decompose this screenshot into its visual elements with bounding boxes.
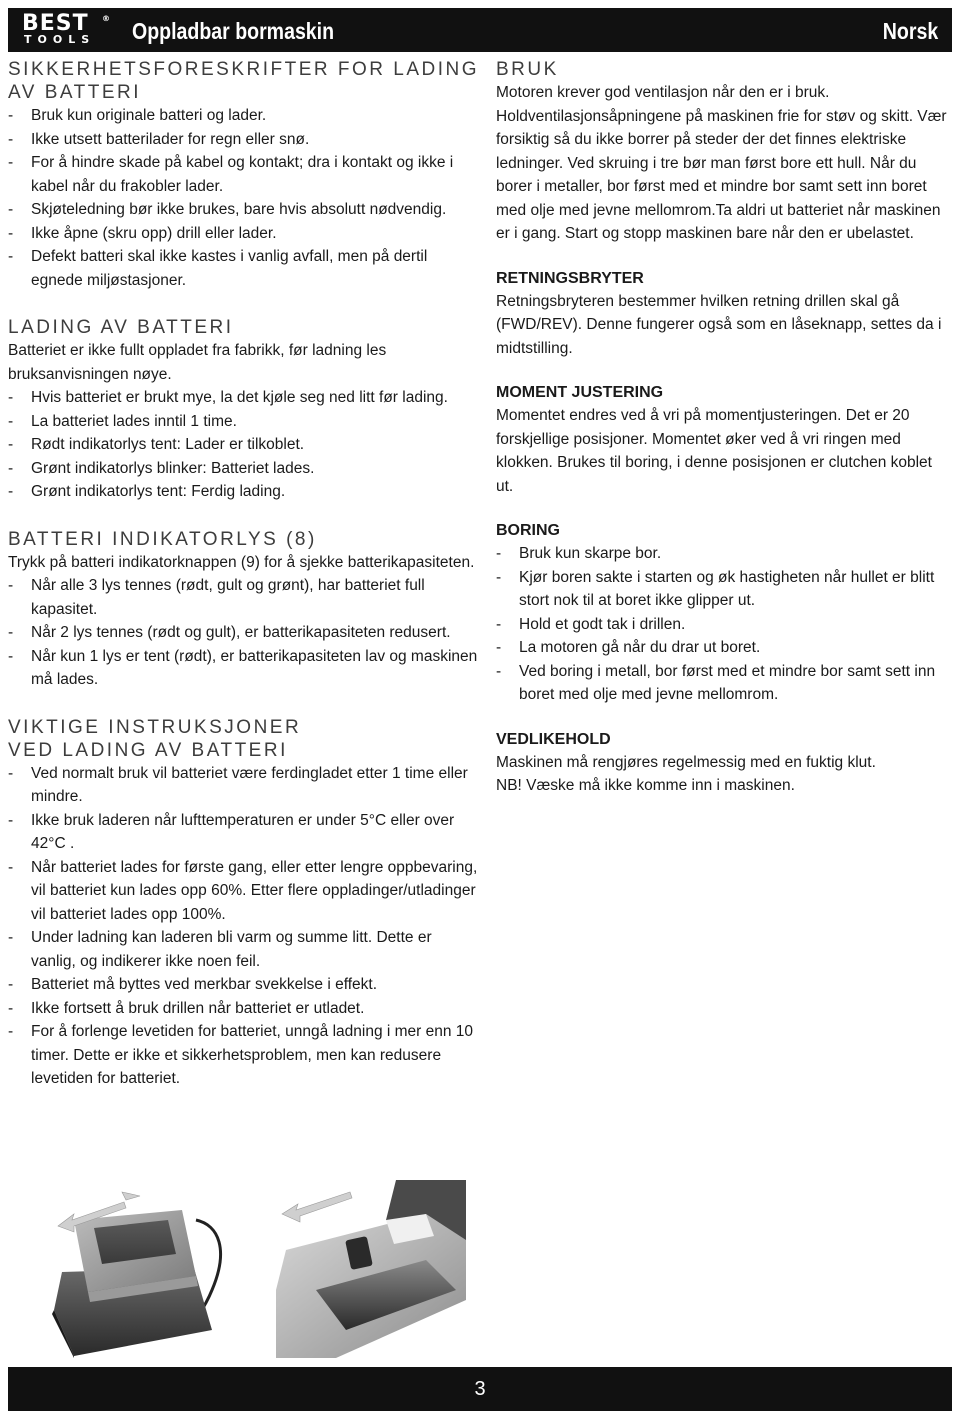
list-item: - Når batteriet lades for første gang, eller etter lengre oppbevaring, vil batteriet kun lades opp 60%. Etter flere oppladinger/utladinger vil batteriet lades opp 100%. — [8, 858, 478, 923]
list-item: - Ved normalt bruk vil batteriet være ferdingladet etter 1 time eller mindre. — [8, 764, 468, 805]
list-item: - For å forlenge levetiden for batteriet, unngå ladning i mer enn 10 timer. Dette er ikke et sikkerhetsproblem, men kan redusere levetiden for batteriet. — [8, 1023, 474, 1087]
list-item: - Defekt batteri skal ikke kastes i vanlig avfall, men på dertil egnede miljøstasjoner. — [8, 248, 428, 289]
list-item: - For å hindre skade på kabel og kontakt; dra i kontakt og ikke i kabel når du frakobler lader. — [8, 154, 454, 195]
indicator-title: BATTERI INDIKATORLYS (8) — [8, 528, 317, 550]
torque-text: Momentet endres ved å vri på momentjusteringen. Det er 20 forskjellige posisjoner. Momentet øker ved å vri ringen med klokken. Brukes til boring, i denne posisjonen er clutchen koblet ut. — [496, 407, 932, 495]
language-label: Norsk — [882, 18, 938, 44]
header-bar — [8, 8, 952, 52]
direction-text: Retningsbryteren bestemmer hvilken retning drillen skal gå (FWD/REV). Denne fungerer også som en låseknapp, settes da i midtstilling. — [496, 292, 942, 357]
logo-trademark: ® — [102, 14, 110, 23]
slide-arrow-icon — [282, 1192, 352, 1222]
drill-battery-photo — [276, 1180, 466, 1358]
list-item: - Hold et godt tak i drillen. — [496, 615, 686, 633]
list-item: - Ikke utsett batterilader for regn eller snø. — [8, 130, 310, 148]
important-title: VIKTIGE INSTRUKSJONER VED LADING AV BATTERI — [8, 716, 302, 761]
safety-list — [8, 104, 480, 292]
left-column — [8, 58, 480, 1091]
page-number: 3 — [474, 1378, 486, 1400]
list-item: - Grønt indikatorlys blinker: Batteriet lades. — [8, 459, 315, 477]
list-item: - La batteriet lades inntil 1 time. — [8, 412, 237, 430]
usage-title: BRUK — [496, 59, 559, 80]
list-item: - Bruk kun skarpe bor. — [496, 545, 662, 562]
list-item: - Kjør boren sakte i starten og øk hastigheten når hullet er blitt stort nok til at boret ikke glipper ut. — [496, 568, 935, 609]
list-item: - Når kun 1 lys er tent (rødt), er batterikapasiteten lav og maskinen må lades. — [8, 647, 478, 688]
list-item: - Ved boring i metall, bor først med et mindre bor samt sett inn boret med olje med jevne mellomrom. — [496, 662, 936, 703]
list-item: - Ikke bruk laderen når lufttemperaturen er under 5°C eller over 42°C . — [8, 811, 455, 852]
safety-title: SIKKERHETSFORESKRIFTER FOR LADING AV BATTERI — [8, 59, 479, 103]
list-item: - Bruk kun originale batteri og lader. — [8, 107, 267, 124]
charging-list — [8, 386, 480, 504]
torque-title: MOMENT JUSTERING — [496, 384, 664, 401]
list-item: - Grønt indikatorlys tent: Ferdig lading. — [8, 483, 286, 500]
list-item: - Hvis batteriet er brukt mye, la det kjøle seg ned litt før lading. — [8, 389, 448, 406]
list-item: - La motoren gå når du drar ut boret. — [496, 639, 761, 656]
list-item: - Skjøteledning bør ikke brukes, bare hvis absolutt nødvendig. — [8, 201, 447, 218]
list-item: - Batteriet må byttes ved merkbar svekkelse i effekt. — [8, 976, 378, 993]
important-list — [8, 762, 480, 1091]
list-item: - Ikke fortsett å bruk drillen når batteriet er utladet. — [8, 999, 365, 1017]
list-item: - Når 2 lys tennes (rødt og gult), er batterikapasiteten redusert. — [8, 624, 451, 641]
right-column — [496, 58, 952, 798]
product-photos — [44, 1180, 466, 1358]
charger-photo — [44, 1180, 244, 1358]
list-item: - Ikke åpne (skru opp) drill eller lader. — [8, 224, 277, 242]
drilling-title: BORING — [496, 522, 560, 539]
brand-logo — [22, 11, 110, 48]
document-title: Oppladbar bormaskin — [132, 18, 335, 44]
charging-title: LADING AV BATTERI — [8, 317, 234, 338]
charging-intro: Batteriet er ikke fullt oppladet fra fabrikk, før ladning les bruksanvisningen nøye. — [8, 342, 387, 383]
direction-title: RETNINGSBRYTER — [496, 269, 644, 287]
usage-text: Motoren krever god ventilasjon når den er i bruk. Holdventilasjonsåpningene på maskinen frie for støv og skitt. Vær forsiktig så du ikke borrer på steder der det finnes elektriske ledninger. Ved skruing i tre bør man først bore ett hull. Når du borer i metaller, bor først med et mindre bor samt sett inn boret med olje med jevne mellomrom.Ta aldri ut batteriet når maskinen er i gang. Start og stopp maskinen bare når den er ubelastet. — [496, 84, 947, 242]
list-item: - Under ladning kan laderen bli varm og summe litt. Dette er vanlig, og indikerer ikke noen feil. — [8, 929, 432, 970]
indicator-list — [8, 574, 480, 692]
indicator-intro: Trykk på batteri indikatorknappen (9) for å sjekke batterikapasiteten. — [8, 553, 475, 571]
logo-best: BEST — [22, 11, 89, 36]
footer-bar — [8, 1367, 952, 1411]
maintenance-title: VEDLIKEHOLD — [496, 730, 611, 748]
maintenance-line-1: Maskinen må rengjøres regelmessig med en fuktig klut. — [496, 753, 876, 771]
logo-tools: TOOLS — [24, 33, 96, 46]
maintenance-line-2: NB! Væske må ikke komme inn i maskinen. — [496, 777, 795, 794]
list-item: - Rødt indikatorlys tent: Lader er tilkoblet. — [8, 436, 305, 453]
drilling-list — [496, 542, 952, 707]
list-item: - Når alle 3 lys tennes (rødt, gult og grønt), har batteriet full kapasitet. — [8, 577, 425, 618]
